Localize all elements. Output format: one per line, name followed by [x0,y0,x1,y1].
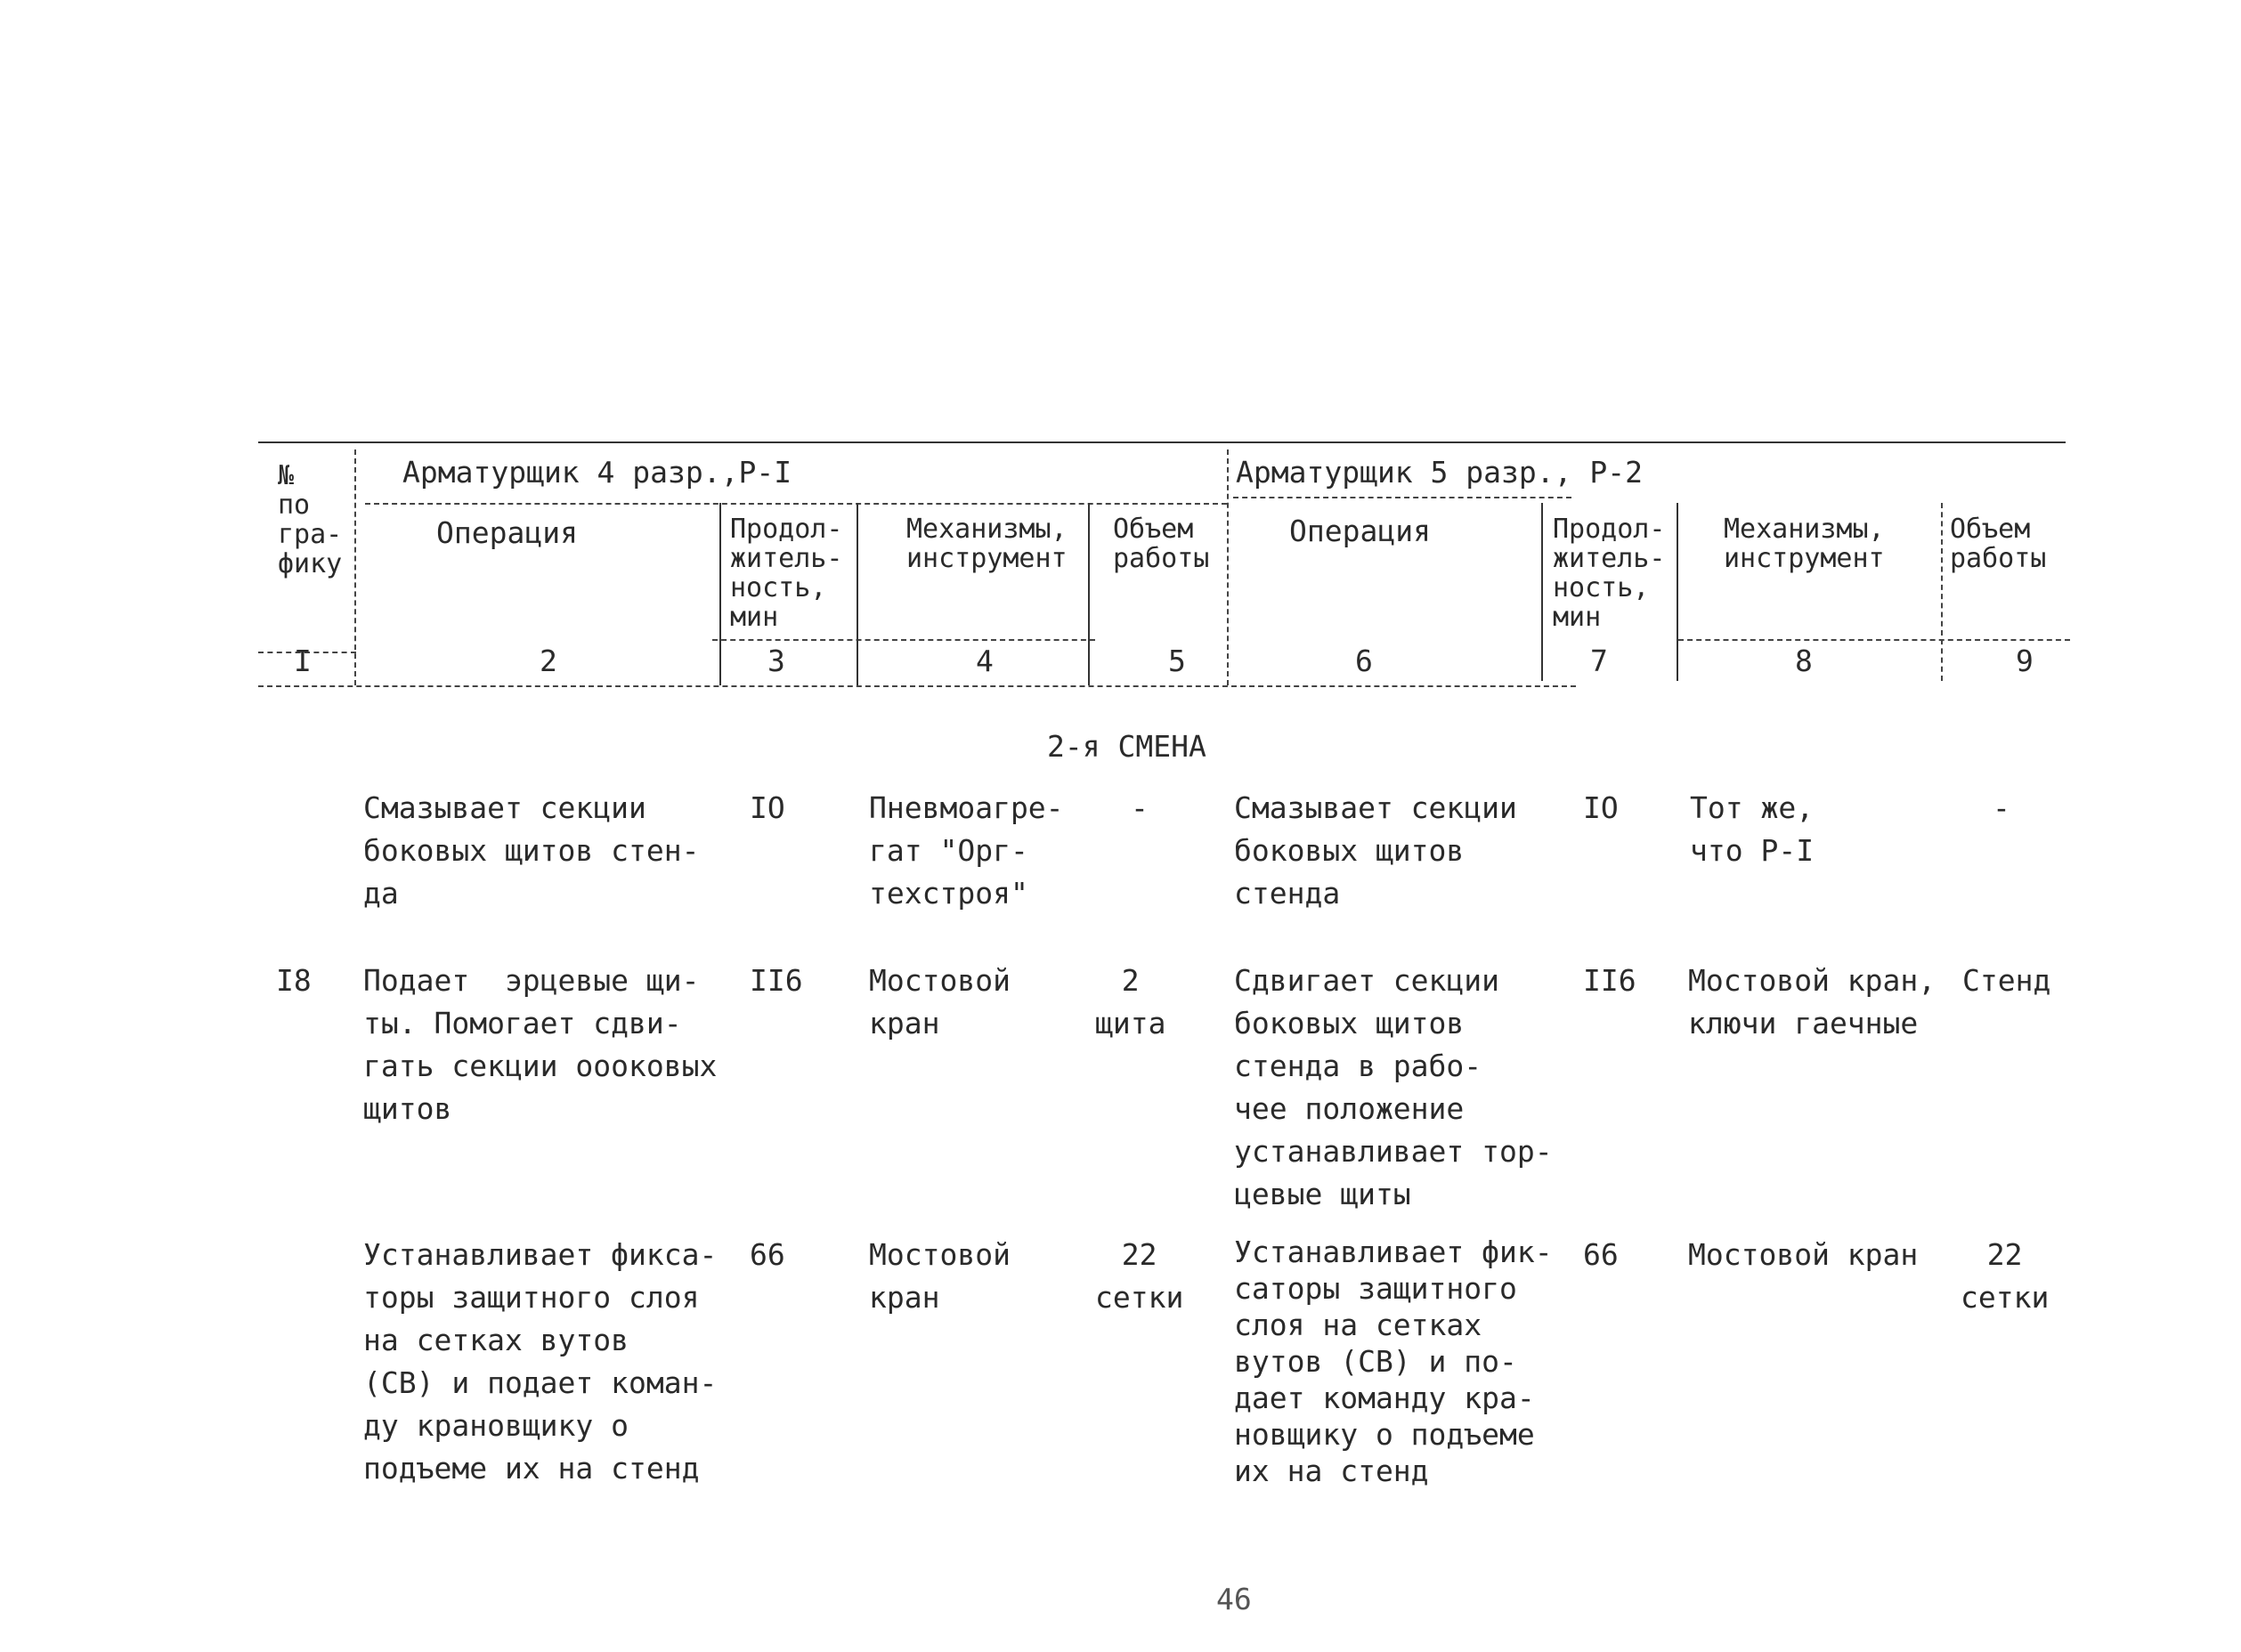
col-divider-2 [719,503,721,685]
row2-no: I8 [276,963,312,998]
col-divider-6 [1541,503,1543,681]
row2-duration-2: II6 [1583,963,1636,998]
header-bottom-rule-left [712,639,1095,641]
col-volume-1: Объем работы [1113,514,1210,574]
column-number: I [294,644,312,678]
column-number: 7 [1590,644,1608,678]
worker1-underline [365,503,1227,505]
column-number: 2 [540,644,557,678]
col-divider-5 [1227,449,1229,685]
row2-tools-2: Мостовой кран, ключи гаечные [1688,963,1937,1041]
col-divider-3 [857,503,858,685]
worker2-title: Арматурщик 5 разр., Р-2 [1236,455,1643,490]
row1-operation-2: Смазывает секции боковых щитов стенда [1234,790,1517,911]
row3-tools-1: Мостовой кран [869,1237,1011,1315]
page-number: 46 [1216,1582,1252,1616]
row3-volume-2: 22 сетки [1961,1237,2050,1315]
row2-volume-2: Стенд [1962,963,2051,998]
column-number: 3 [767,644,785,678]
table-header-bottom-rule [258,685,1576,687]
col-divider-4 [1088,503,1090,685]
col-divider-1 [354,449,356,685]
row3-tools-2: Мостовой кран [1688,1237,1919,1272]
column-number: 9 [2016,644,2034,678]
row3-duration-1: 66 [750,1237,785,1272]
row1-volume-1: - [1131,790,1149,825]
column-number: 8 [1795,644,1813,678]
header-no-column: № по гра- фику [278,460,343,579]
table-top-rule [258,441,2066,443]
row1-operation-1: Смазывает секции боковых щитов стен- да [363,790,700,911]
col-tools-2: Механизмы, инструмент [1724,514,1885,574]
column-number: 4 [976,644,994,678]
row2-operation-2: Сдвигает секции боковых щитов стенда в рабо- чее положение устанавливает тор- цевые щиты [1234,963,1553,1211]
worker1-title: Арматурщик 4 разр.,Р-I [402,455,792,490]
col-tools-1: Механизмы, инструмент [906,514,1068,574]
row3-volume-1: 22 сетки [1095,1237,1184,1315]
worker2-underline [1233,497,1571,498]
header-bottom-rule-right [1678,639,2070,641]
row1-tools-1: Пневмоагре- гат "Орг- техстроя" [869,790,1064,911]
col-operation-1: Операция [436,515,578,550]
col-volume-2: Объем работы [1950,514,2047,574]
row2-duration-1: II6 [750,963,803,998]
column-number: 5 [1168,644,1186,678]
row3-operation-2: Устанавливает фик- саторы защитного слоя на сетках вутов (СВ) и по- дает команду кра- новщику о подъеме их на стенд [1234,1235,1553,1488]
row2-operation-1: Подает эрцевые щи- ты. Помогает сдви- гать секции оооковых щитов [363,963,718,1126]
col-duration-2: Продол- житель- ность, мин [1553,514,1666,633]
col-operation-2: Операция [1289,514,1431,548]
shift-title: 2-я СМЕНА [1047,729,1206,764]
row3-operation-1: Устанавливает фикса- торы защитного слоя на сетках вутов (СВ) и подает коман- ду крановщику о подъеме их на стенд [363,1237,718,1486]
row3-duration-2: 66 [1583,1237,1619,1272]
row1-volume-2: - [1993,790,2010,825]
col-divider-7 [1677,503,1678,681]
row2-tools-1: Мостовой кран [869,963,1011,1041]
row1-duration-1: IO [750,790,785,825]
row1-duration-2: IO [1583,790,1619,825]
row2-volume-1: 2 щита [1095,963,1166,1041]
column-number: 6 [1355,644,1373,678]
col-divider-8 [1941,503,1943,681]
col-duration-1: Продол- житель- ность, мин [730,514,843,633]
row1-tools-2: Тот же, что Р-I [1690,790,1815,868]
